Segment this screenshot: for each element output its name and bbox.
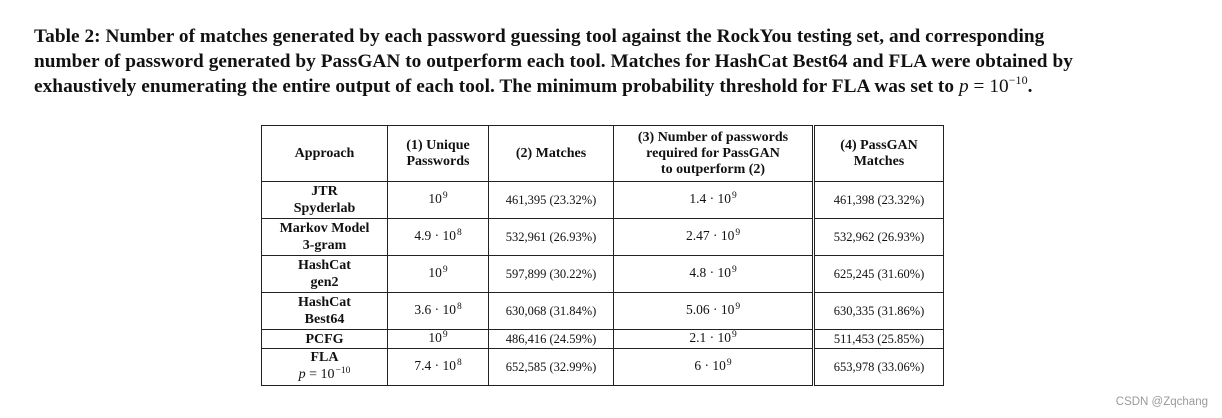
cell-approach: HashCat gen2 [262,256,388,293]
table-row [262,293,944,330]
watermark: CSDN @Zqchang [1115,396,1208,408]
cell-matches: 597,899 (30.22%) [489,256,614,293]
results-table [261,125,944,386]
header-approach: Approach [262,126,388,182]
cell-unique: $10^9$ [388,330,489,349]
cell-unique: $3.6 \cdot 10^8$ [388,293,489,330]
cell-passgan: 625,245 (31.60%) [814,256,944,293]
cell-approach: Markov Model 3-gram [262,219,388,256]
header-unique-passwords: (1) Unique Passwords [388,126,489,182]
cell-passgan: 653,978 (33.06%) [814,349,944,386]
cell-matches: 652,585 (32.99%) [489,349,614,386]
cell-unique: $7.4 \cdot 10^8$ [388,349,489,386]
cell-passgan: 461,398 (23.32%) [814,182,944,219]
cell-passgan: 511,453 (25.85%) [814,330,944,349]
table-row [262,182,944,219]
table-row [262,256,944,293]
cell-approach: JTR Spyderlab [262,182,388,219]
cell-required: $2.1 \cdot 10^9$ [614,330,814,349]
cell-matches: 532,961 (26.93%) [489,219,614,256]
caption-line-2: number of password generated by PassGAN to outperform each tool. Matches for HashCat Best64 and FLA were obtained by [34,51,1073,72]
cell-matches: 461,395 (23.32%) [489,182,614,219]
table-header-row [262,126,944,182]
cell-matches: 486,416 (24.59%) [489,330,614,349]
cell-approach: PCFG [262,330,388,349]
table-row [262,330,944,349]
header-passgan-matches: (4) PassGAN Matches [814,126,944,182]
results-table-container [261,125,944,386]
cell-required: $4.8 \cdot 10^9$ [614,256,814,293]
cell-required: $6 \cdot 10^9$ [614,349,814,386]
table-row [262,349,944,386]
header-required-passwords: (3) Number of passwords required for PassGAN to outperform (2) [614,126,814,182]
cell-required: $5.06 \cdot 10^9$ [614,293,814,330]
cell-required: $2.47 \cdot 10^9$ [614,219,814,256]
cell-required: $1.4 \cdot 10^9$ [614,182,814,219]
cell-passgan: 532,962 (26.93%) [814,219,944,256]
cell-passgan: 630,335 (31.86%) [814,293,944,330]
caption-line-3: exhaustively enumerating the entire output of each tool. The minimum probability threshold for FLA was set to $p = 10^{-10}$. [34,72,1033,97]
cell-unique: $10^9$ [388,182,489,219]
header-matches: (2) Matches [489,126,614,182]
caption-line-1: Table 2: Number of matches generated by each password guessing tool against the RockYou testing set, and corresponding [34,26,1045,47]
cell-approach: HashCat Best64 [262,293,388,330]
cell-matches: 630,068 (31.84%) [489,293,614,330]
table-caption [34,24,1194,99]
cell-unique: $10^9$ [388,256,489,293]
table-row [262,219,944,256]
cell-unique: $4.9 \cdot 10^8$ [388,219,489,256]
cell-approach: FLA $p = 10^{-10}$ [262,349,388,386]
